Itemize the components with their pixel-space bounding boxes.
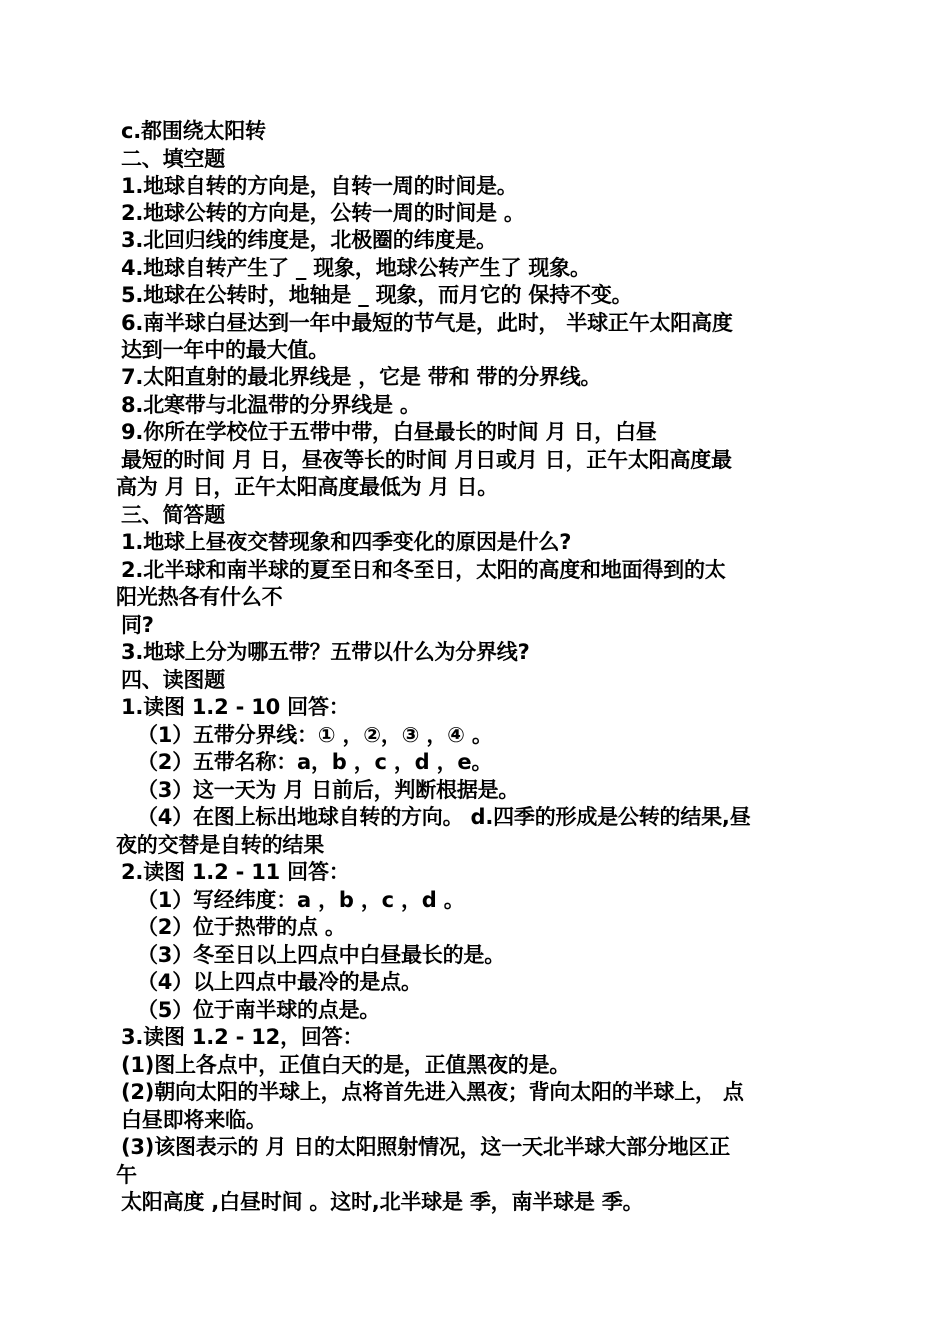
text-line: (2)朝向太阳的半球上，点将首先进入黑夜；背向太阳的半球上， 点 — [121, 1080, 744, 1104]
text-line: （1）五带分界线：① ，②，③ ，④ 。 — [137, 723, 493, 747]
text-line: 午 — [116, 1163, 137, 1187]
text-line: 阳光热各有什么不 — [116, 585, 283, 609]
text-line: c.都围绕太阳转 — [121, 119, 266, 143]
text-line: 5.地球在公转时，地轴是 _ 现象，而月它的 保持不变。 — [121, 283, 633, 307]
section-heading: 三、简答题 — [121, 503, 225, 527]
text-line: 达到一年中的最大值。 — [121, 338, 329, 362]
text-line: （1）写经纬度：a ，b ，c ，d 。 — [137, 888, 465, 912]
text-line: 2.读图 1.2 - 11 回答： — [121, 860, 350, 884]
text-line: (3)该图表示的 月 日的太阳照射情况，这一天北半球大部分地区正 — [121, 1135, 731, 1159]
text-line: 太阳高度 ,白昼时间 。这时,北半球是 季，南半球是 季。 — [121, 1190, 644, 1214]
text-line: 1.地球上昼夜交替现象和四季变化的原因是什么? — [121, 530, 572, 554]
text-line: 2.地球公转的方向是，公转一周的时间是 。 — [121, 201, 525, 225]
text-line: (1)图上各点中，正值白天的是，正值黑夜的是。 — [121, 1053, 571, 1077]
text-line: 高为 月 日，正午太阳高度最低为 月 日。 — [116, 475, 499, 499]
text-line: （3）这一天为 月 日前后，判断根据是。 — [137, 778, 520, 802]
text-line: 1.地球自转的方向是，自转一周的时间是。 — [121, 174, 518, 198]
text-line: （5）位于南半球的点是。 — [137, 998, 381, 1022]
text-line: 2.北半球和南半球的夏至日和冬至日，太阳的高度和地面得到的太 — [121, 558, 726, 582]
text-line: 8.北寒带与北温带的分界线是 。 — [121, 393, 421, 417]
text-line: 同? — [121, 613, 154, 637]
text-line: 3.读图 1.2 - 12，回答： — [121, 1025, 364, 1049]
text-line: 白昼即将来临。 — [121, 1108, 267, 1132]
text-line: 1.读图 1.2 - 10 回答： — [121, 695, 350, 719]
text-line: （4）以上四点中最冷的是点。 — [137, 970, 422, 994]
text-line: （2）五带名称：a，b ，c ，d ，e。 — [137, 750, 493, 774]
text-line: 3.北回归线的纬度是，北极圈的纬度是。 — [121, 228, 497, 252]
text-line: （4）在图上标出地球自转的方向。 d.四季的形成是公转的结果,昼 — [137, 805, 751, 829]
section-heading: 四、读图题 — [121, 668, 225, 692]
text-line: （2）位于热带的点 。 — [137, 915, 346, 939]
text-line: 9.你所在学校位于五带中带，白昼最长的时间 月 日，白昼 — [121, 420, 657, 444]
text-line: 夜的交替是自转的结果 — [116, 833, 324, 857]
text-line: 最短的时间 月 日，昼夜等长的时间 月日或月 日，正午太阳高度最 — [121, 448, 732, 472]
text-line: 6.南半球白昼达到一年中最短的节气是，此时， 半球正午太阳高度 — [121, 311, 733, 335]
text-line: 4.地球自转产生了 _ 现象，地球公转产生了 现象。 — [121, 256, 591, 280]
section-heading: 二、填空题 — [121, 147, 225, 171]
text-line: 7.太阳直射的最北界线是 ，它是 带和 带的分界线。 — [121, 365, 602, 389]
text-line: （3）冬至日以上四点中白昼最长的是。 — [137, 943, 506, 967]
text-line: 3.地球上分为哪五带？五带以什么为分界线? — [121, 640, 530, 664]
